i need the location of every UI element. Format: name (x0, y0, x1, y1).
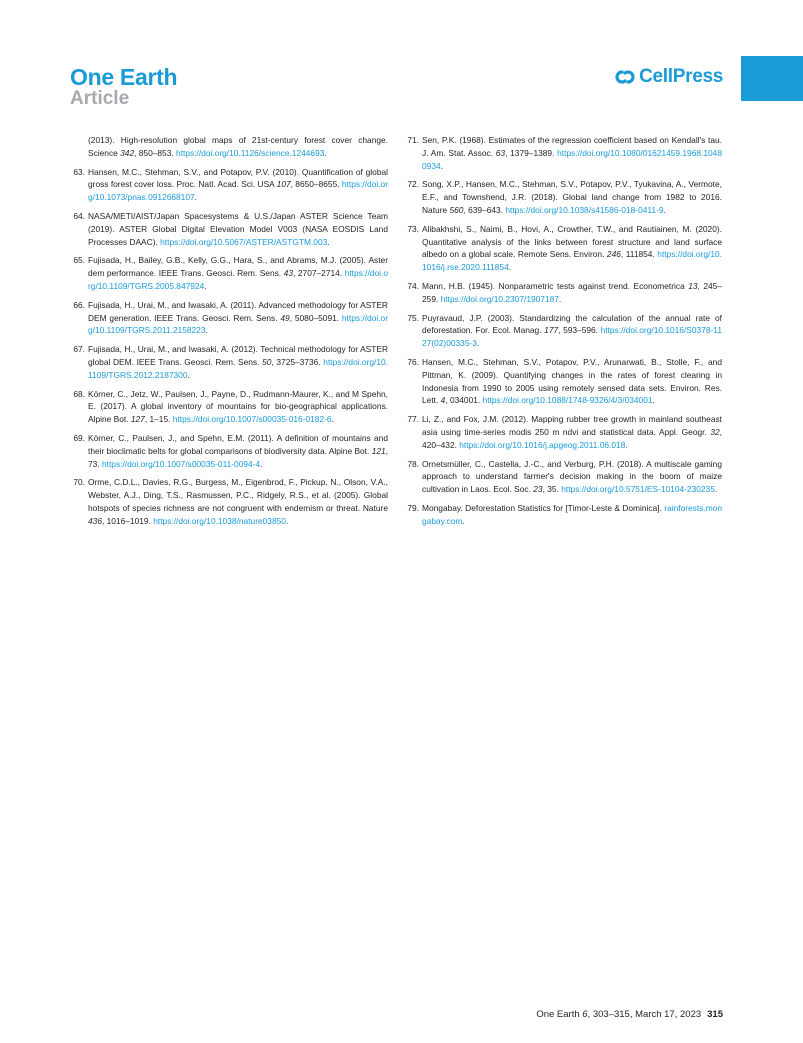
reference-item (404, 223, 722, 274)
reference-text: Orme, C.D.L., Davies, R.G., Burgess, M., Eigenbrod, F., Pickup, N., Olson, V.A., Webster, A.J., Ding, T.S., Rasmussen, P.C., Ridgely, R.S., et al. (2005). Global hotspots of species richness are not congruent with endemism or threat. Nature (88, 477, 388, 513)
reference-text: Mongabay. Deforestation Statistics for [Timor-Leste & Dominica]. (422, 502, 665, 513)
reference-pages: , 5080–5091. (289, 312, 342, 323)
reference-end: . (663, 204, 666, 215)
reference-doi-link[interactable]: https://doi.org/10.1073/pnas.0912668107 (88, 179, 388, 203)
reference-volume: 127 (130, 414, 145, 425)
reference-end: . (187, 369, 190, 380)
reference-end: . (440, 160, 443, 171)
reference-doi-link[interactable]: https://doi.org/10.1080/01621459.1968.10480934 (422, 147, 722, 171)
reference-doi-link[interactable]: https://doi.org/10.1109/TGRS.2012.2187300 (88, 356, 388, 380)
reference-end: . (285, 515, 289, 526)
reference-number: 74. (407, 280, 419, 291)
reference-text: Fujisada, H., Urai, M., and Iwasaki, A. (2012). Technical methodology for ASTER global DEM. IEEE Trans. Geosci. Rem. Sens. (88, 344, 388, 367)
reference-end: . (462, 515, 465, 526)
reference-text: (2013). High-resolution global maps of 21st-century forest cover change. Science (88, 135, 388, 158)
reference-text: Körner, C., Jetz, W., Paulsen, J., Payne, D., Rudmann-Maurer, K., and M Spehn, E. (2017). A global inventory of mountains for bio-geographical applications. Alpine Bot. (88, 388, 388, 425)
reference-volume: 23 (533, 484, 543, 495)
reference-volume: 43 (283, 268, 293, 279)
reference-number: 72. (407, 179, 419, 190)
reference-number: 79. (407, 502, 419, 513)
reference-text: NASA/METI/AIST/Japan Spacesystems & U.S./Japan ASTER Science Team (2019). ASTER Global Digital Elevation Model V003 (NASA EOSDIS Land Processes DAAC). (88, 210, 388, 247)
reference-item (404, 458, 722, 496)
footer-citation-post: , 303–315, March 17, 2023 (587, 1009, 702, 1020)
reference-item (70, 210, 388, 248)
reference-text: Körner, C., Paulsen, J., and Spehn, E.M. (2011). A definition of mountains and their bioclimatic belts for global comparisons of biodiversity data. Alpine Bot. (88, 432, 388, 456)
reference-doi-link[interactable]: https://doi.org/10.1088/1748-9326/4/3/034001 (482, 395, 653, 406)
reference-number: 71. (407, 135, 419, 145)
reference-number: 76. (407, 356, 419, 367)
footer-citation-pre: One Earth (536, 1009, 583, 1020)
reference-pages: , 1016–1019. (101, 515, 154, 526)
journal-title: One Earth (70, 64, 178, 90)
reference-item (404, 280, 722, 306)
reference-volume: 121 (371, 445, 386, 456)
reference-volume: 13 (688, 280, 698, 291)
reference-end: . (194, 192, 197, 203)
reference-end: . (476, 338, 480, 349)
reference-number: 73. (407, 223, 419, 234)
reference-text: Fujisada, H., Urai, M., and Iwasaki, A. (2011). Advanced methodology for ASTER DEM generation. IEEE Trans. Geosci. Rem. Sens. (88, 299, 388, 323)
reference-pages: , 034001. (445, 395, 483, 406)
reference-item (404, 312, 722, 350)
reference-number: 65. (73, 255, 85, 266)
reference-text: Hansen, M.C., Stehman, S.V., and Potapov, P.V. (2010). Quantification of global gross forest cover loss. Proc. Natl. Acad. Sci. USA (88, 166, 388, 190)
reference-text: Fujisada, H., Bailey, G.B., Kelly, G.G., Hara, S., and Abrams, M.J. (2005). Aster dem performance. IEEE Trans. Geosci. Rem. Sens. (88, 255, 388, 279)
reference-pages: , 850–853. (134, 147, 177, 158)
reference-pages: , 35. (542, 484, 562, 495)
reference-end: . (327, 236, 330, 247)
reference-end: . (714, 484, 718, 495)
reference-pages: , 593–596. (558, 325, 601, 336)
reference-text: Alibakhshi, S., Naimi, B., Hovi, A., Crowther, T.W., and Rautiainen, M. (2020). Quantitative analysis of the links between forest structure and land surface albedo on a global scale. Remote Sens. Environ. (422, 223, 722, 260)
reference-doi-link[interactable]: https://doi.org/10.1007/s00035-011-0094-4 (101, 458, 261, 469)
reference-number: 67. (73, 344, 85, 355)
footer-citation-volume: 6 (582, 1009, 588, 1020)
reference-volume: 342 (120, 147, 135, 158)
reference-item (70, 166, 388, 204)
reference-doi-link[interactable]: https://doi.org/10.1016/S0378-1127(02)00335-3 (422, 325, 722, 349)
reference-doi-link[interactable]: https://doi.org/10.1007/s00035-016-0182-6 (172, 414, 332, 425)
references-left-column (70, 134, 388, 534)
reference-number: 70. (73, 477, 85, 488)
reference-text: Song, X.P., Hansen, M.C., Stehman, S.V., Potapov, P.V., Tyukavina, A., Vermote, E.F., and Townshend, J.R. (2018). Global land change from 1982 to 2016. Nature (422, 179, 722, 215)
reference-volume: 32 (710, 426, 720, 437)
reference-item (70, 134, 388, 160)
reference-item (70, 388, 388, 426)
reference-number: 66. (73, 299, 85, 310)
reference-pages: , 2707–2714. (293, 268, 345, 279)
reference-volume: 107 (276, 179, 291, 190)
reference-end: . (558, 293, 562, 304)
reference-doi-link[interactable]: https://doi.org/10.1109/TGRS.2011.2158223 (88, 312, 388, 336)
reference-end: . (508, 262, 512, 273)
reference-volume: 50 (262, 356, 272, 367)
reference-item (404, 356, 722, 407)
reference-doi-link[interactable]: https://doi.org/10.5067/ASTER/ASTGTM.003 (160, 236, 328, 247)
reference-pages: , 8650–8655. (290, 179, 342, 190)
reference-text: Li, Z., and Fox, J.M. (2012). Mapping rubber tree growth in mainland southeast asia using time-series modis 250 m ndvi and statistical data. Appl. Geogr. (422, 414, 722, 437)
reference-text: Ornetsmüller, C., Castella, J.-C., and Verburg, P.H. (2018). A multiscale gaming approach to understand farmer's decision making in the boom of maize cultivation in Laos. Ecol. Soc. (422, 458, 722, 495)
reference-item (70, 299, 388, 337)
reference-text: Puyravaud, J.P. (2003). Standardizing the calculation of the annual rate of deforestation. For. Ecol. Manag. (422, 312, 722, 336)
reference-end: . (331, 414, 334, 425)
reference-item (70, 432, 388, 470)
reference-doi-link[interactable]: https://doi.org/10.5751/ES-10104-230235 (561, 484, 715, 495)
reference-item (404, 134, 722, 172)
reference-end: . (205, 325, 208, 336)
reference-text: Hansen, M.C., Stehman, S.V., Potapov, P.V., Arunarwati, B., Stolle, F., and Pittman, K. (2009). Quantifying changes in the rates of forest clearing in Indonesia from 1990 to 2005 using remotely sensed data sets. Environ. Res. Lett. (422, 356, 722, 406)
reference-number: 77. (407, 414, 419, 425)
reference-number: 68. (73, 388, 85, 399)
edge-color-tab (741, 56, 803, 101)
reference-text: Mann, H.B. (1945). Nonparametric tests against trend. Econometrica (422, 280, 689, 291)
cellpress-logo-icon (615, 68, 635, 86)
reference-doi-link[interactable]: rainforests.mongabay.com (422, 502, 722, 526)
reference-item (70, 343, 388, 381)
reference-item (70, 476, 388, 527)
reference-volume: 246 (606, 249, 621, 260)
reference-volume: 177 (544, 325, 559, 336)
references-right-column (404, 134, 722, 534)
reference-end: . (204, 280, 207, 291)
reference-item (404, 178, 722, 216)
reference-doi-link[interactable]: https://doi.org/10.1038/nature03850 (153, 515, 286, 526)
reference-pages: , 245–259. (422, 280, 722, 304)
reference-pages: , 3725–3736. (271, 356, 324, 367)
reference-doi-link[interactable]: https://doi.org/10.1016/j.rse.2020.111854 (422, 249, 723, 273)
reference-doi-link[interactable]: https://doi.org/10.1016/j.apgeog.2011.06.018 (459, 439, 626, 450)
page-number: 315 (707, 1009, 723, 1020)
reference-volume: 49 (280, 312, 290, 323)
reference-pages: , 420–432. (422, 426, 722, 450)
reference-volume: 4 (440, 395, 446, 406)
reference-number: 64. (73, 210, 85, 221)
reference-item (404, 413, 722, 451)
page-footer (536, 1009, 723, 1020)
reference-number: 63. (73, 166, 85, 177)
reference-end: . (260, 458, 263, 469)
cellpress-logo-text: CellPress (639, 66, 723, 87)
reference-pages: , 73. (88, 445, 388, 469)
reference-volume: 63 (495, 147, 506, 158)
reference-item (404, 502, 722, 528)
reference-number: 69. (73, 432, 85, 443)
reference-doi-link[interactable]: https://doi.org/10.1126/science.1244693 (176, 147, 325, 158)
reference-pages: , 1–15. (144, 414, 173, 425)
reference-pages: , 1379–1389. (505, 147, 558, 158)
reference-number: 75. (407, 312, 419, 323)
reference-end: . (652, 395, 655, 406)
reference-pages: , 111854. (620, 249, 658, 260)
cellpress-logo (615, 66, 723, 88)
reference-item (70, 254, 388, 292)
reference-end: . (625, 439, 628, 450)
reference-doi-link[interactable]: https://doi.org/10.2307/1907187 (440, 293, 559, 304)
reference-number: 78. (407, 458, 419, 469)
reference-text: Sen, P.K. (1968). Estimates of the regression coefficient based on Kendall's tau. J. Am. Stat. Assoc. (422, 135, 722, 158)
reference-pages: , 639–643. (463, 204, 506, 215)
article-type-label: Article (70, 88, 130, 109)
reference-volume: 436 (88, 515, 102, 526)
reference-doi-link[interactable]: https://doi.org/10.1109/TGRS.2005.847924 (88, 268, 388, 291)
reference-volume: 560 (449, 204, 464, 215)
reference-doi-link[interactable]: https://doi.org/10.1038/s41586-018-0411-9 (505, 204, 664, 215)
reference-end: . (324, 147, 327, 158)
